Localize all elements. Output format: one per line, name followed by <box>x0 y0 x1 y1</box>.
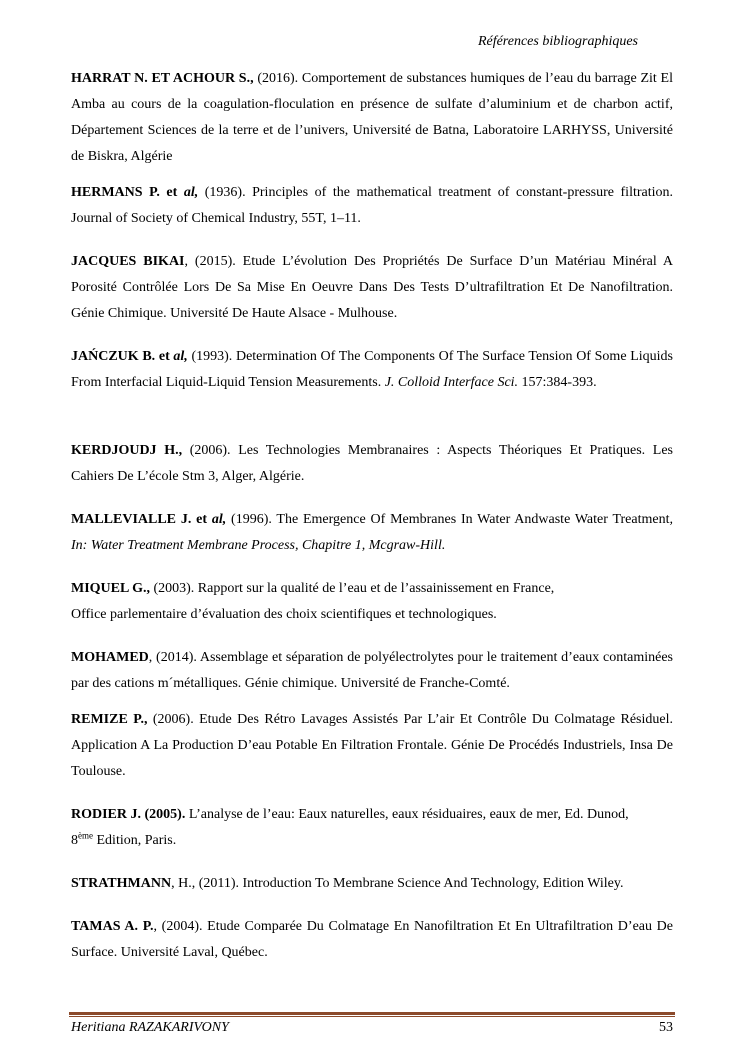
ref-author: MALLEVIALLE J. et <box>71 512 212 527</box>
reference-entry <box>71 645 673 697</box>
ref-superscript: ème <box>78 830 93 841</box>
reference-entry <box>71 66 673 170</box>
ref-author: TAMAS A. P. <box>71 919 154 934</box>
ref-text: , H., (2011). Introduction To Membrane Science And Technology, Edition Wiley. <box>171 876 624 891</box>
ref-text: (2006). Les Technologies Membranaires : Aspects Théoriques Et Pratiques. Les Cahiers De L’école Stm 3, Alger, Algérie. <box>71 443 673 484</box>
ref-author-etal: al, <box>183 185 199 200</box>
ref-author-etal: al, <box>211 512 227 527</box>
ref-author-etal: al, <box>173 349 188 364</box>
ref-text-line2: 8 <box>71 833 78 848</box>
ref-text: (2016). Comportement de substances humiques de l’eau du barrage Zit El Amba au cours de la coagulation-floculation en présence de sulfate d’aluminium et de charbon actif, Département Sciences de la terre et de l’univers, Université de Batna, Laboratoire LARHYSS, Université de Biskra, Algérie <box>71 71 673 164</box>
reference-entry <box>71 576 673 628</box>
ref-text: (2006). Etude Des Rétro Lavages Assistés Par L’air Et Contrôle Du Colmatage Résiduel. Application A La Production D’eau Potable En Filtration Frontale. Génie De Procédés Industriels, Insa De Toulouse. <box>71 712 673 779</box>
ref-author: KERDJOUDJ H., <box>71 443 183 458</box>
ref-text: (1993). Determination Of The Components Of The Surface Tension Of Some Liquids From Interfacial Liquid-Liquid Tension Measurements. <box>71 349 673 390</box>
ref-author: RODIER J. (2005). <box>71 807 186 822</box>
ref-author: MOHAMED <box>71 650 149 665</box>
ref-text: (2003). Rapport sur la qualité de l’eau et de l’assainissement en France, <box>149 581 555 596</box>
reference-entry <box>71 438 673 490</box>
footer-author: Heritiana RAZAKARIVONY <box>71 1020 229 1035</box>
reference-entry <box>71 802 673 854</box>
ref-text-line2: Office parlementaire d’évaluation des choix scientifiques et technologiques. <box>71 607 497 622</box>
ref-tail: 157:384-393. <box>518 375 597 390</box>
ref-author: REMIZE P., <box>71 712 148 727</box>
reference-entry <box>71 249 673 327</box>
reference-entry <box>71 707 673 785</box>
ref-text: (1936). Principles of the mathematical treatment of constant-pressure filtration. Journal of Society of Chemical Industry, 55T, 1–11. <box>71 185 673 226</box>
ref-author: JAŃCZUK B. et <box>71 349 174 364</box>
ref-text: , (2014). Assemblage et séparation de polyélectrolytes pour le traitement d’eaux contaminées par des cations m´métalliques. Génie chimique. Université de Franche-Comté. <box>71 650 673 691</box>
reference-entry <box>71 344 673 396</box>
page-number: 53 <box>659 1020 673 1035</box>
footer-rule-thin <box>69 1016 675 1017</box>
ref-author: STRATHMANN <box>71 876 172 891</box>
ref-text-line2-post: Edition, Paris. <box>93 833 177 848</box>
ref-text: (1996). The Emergence Of Membranes In Water Andwaste Water Treatment <box>226 512 670 527</box>
reference-entry <box>71 914 673 966</box>
ref-author: HARRAT N. ET ACHOUR S., <box>71 71 254 86</box>
ref-text: , (2015). Etude L’évolution Des Propriétés De Surface D’un Matériau Minéral A Porosité Contrôlée Lors De Sa Mise En Oeuvre Dans Des Tests D’ultrafiltration Et De Nanofiltration. Génie Chimique. Université De Haute Alsace - Mulhouse. <box>71 254 673 321</box>
ref-journal: , In: Water Treatment Membrane Process, Chapitre 1, Mcgraw-Hill. <box>71 512 673 553</box>
reference-entry <box>71 180 673 232</box>
reference-entry <box>71 871 673 897</box>
ref-author: MIQUEL G., <box>71 581 150 596</box>
reference-entry <box>71 507 673 559</box>
ref-journal: J. Colloid Interface Sci. <box>384 375 519 390</box>
footer-rule-thick <box>69 1012 675 1015</box>
running-header: Références bibliographiques <box>477 34 638 49</box>
ref-text: , (2004). Etude Comparée Du Colmatage En Nanofiltration Et En Ultrafiltration D’eau De Surface. Université Laval, Québec. <box>71 919 674 960</box>
ref-author: JACQUES BIKAI <box>71 254 185 269</box>
ref-text: L’analyse de l’eau: Eaux naturelles, eaux résiduaires, eaux de mer, Ed. Dunod, <box>185 807 629 822</box>
ref-author: HERMANS P. et <box>71 185 184 200</box>
